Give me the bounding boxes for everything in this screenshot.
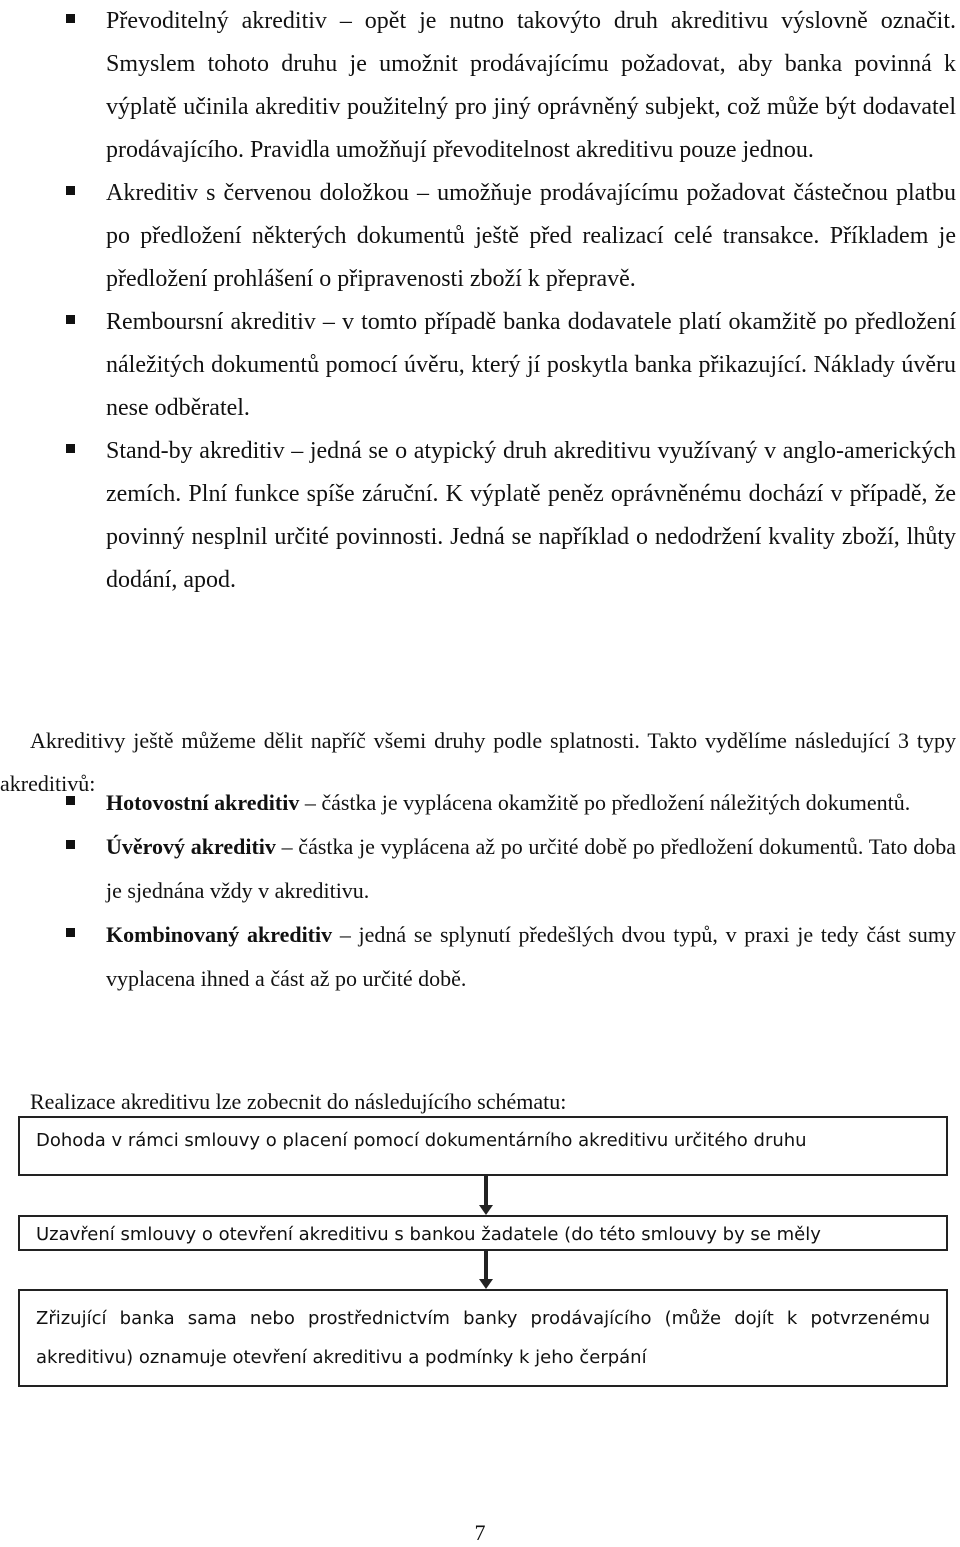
list-item	[0, 0, 960, 172]
page-number: 7	[474, 1520, 486, 1545]
square-bullet-icon	[66, 928, 75, 937]
scheme-step-text: Dohoda v rámci smlouvy o placení pomocí dokumentárního akreditivu určitého druhu	[36, 1130, 807, 1151]
term-description: – částka je vyplácena okamžitě po předložení náležitých dokumentů.	[299, 790, 911, 815]
square-bullet-icon	[66, 444, 75, 453]
list-item-text: Stand-by akreditiv – jedná se o atypický druh akreditivu využívaný v anglo-amerických zemích. Plní funkce spíše záruční. K výplatě peněz oprávněnému dochází v případě, že povinný nesplnil určité povinnosti. Jedná se například o nedodržení kvality zboží, lhůty dodání, apod.	[106, 438, 956, 593]
list-item	[0, 430, 960, 602]
body-paragraph: Akreditivy ještě můžeme dělit napříč všemi druhy podle splatnosti. Takto vydělíme následující 3 typy akreditivů:	[0, 728, 956, 796]
term-label: Hotovostní akreditiv	[106, 790, 300, 815]
list-item	[0, 825, 960, 913]
square-bullet-icon	[66, 14, 75, 23]
scheme-intro-paragraph: Realizace akreditivu lze zobecnit do následujícího schématu:	[30, 1089, 567, 1114]
list-item	[0, 913, 960, 1001]
square-bullet-icon	[66, 186, 75, 195]
list-item	[0, 172, 960, 301]
list-item	[0, 301, 960, 430]
list-item-text: Remboursní akreditiv – v tomto případě banka dodavatele platí okamžitě po předložení náležitých dokumentů pomocí úvěru, který jí poskytla banka přikazující. Náklady úvěru nese odběratel.	[106, 309, 956, 421]
term-label: Úvěrový akreditiv	[106, 834, 276, 859]
square-bullet-icon	[66, 840, 75, 849]
scheme-step-box	[18, 1215, 948, 1251]
maturity-types-list	[0, 781, 960, 1001]
term-description: – částka je vyplácena až po určité době po předložení dokumentů. Tato doba je sjednána vždy v akreditivu.	[106, 834, 956, 903]
scheme-step-text: Uzavření smlouvy o otevření akreditivu s bankou žadatele (do této smlouvy by se měly	[36, 1224, 821, 1245]
scheme-step-box	[18, 1289, 948, 1387]
scheme-step-box	[18, 1116, 948, 1176]
akreditiv-types-list	[0, 0, 960, 602]
down-arrow-icon	[479, 1176, 493, 1215]
term-label: Kombinovaný akreditiv	[106, 922, 333, 947]
square-bullet-icon	[66, 315, 75, 324]
list-item	[0, 781, 960, 825]
term-description: – jedná se splynutí předešlých dvou typů, v praxi je tedy část sumy vyplacena ihned a část až po určité době.	[106, 922, 956, 991]
list-item-text: Převoditelný akreditiv – opět je nutno takovýto druh akreditivu výslovně označit. Smyslem tohoto druhu je umožnit prodávajícímu požadovat, aby banka povinná k výplatě učinila akreditiv použitelný pro jiný oprávněný subjekt, což může být dodavatel prodávajícího. Pravidla umožňují převoditelnost akreditivu pouze jednou.	[106, 8, 956, 163]
square-bullet-icon	[66, 796, 75, 805]
list-item-text: Akreditiv s červenou doložkou – umožňuje prodávajícímu požadovat částečnou platbu po předložení některých dokumentů ještě před realizací celé transakce. Příkladem je předložení prohlášení o připravenosti zboží k přepravě.	[106, 180, 956, 292]
down-arrow-icon	[479, 1251, 493, 1289]
scheme-step-text: Zřizující banka sama nebo prostřednictvím banky prodávajícího (může dojít k potvrzenému akreditivu) oznamuje otevření akreditivu a podmínky k jeho čerpání	[36, 1308, 930, 1368]
